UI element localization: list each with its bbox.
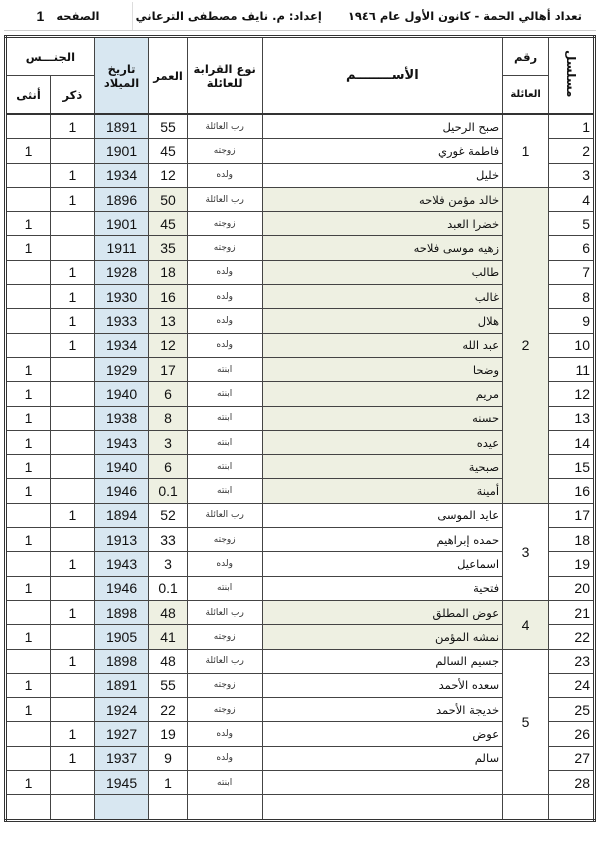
header-female: أنثى bbox=[6, 76, 51, 115]
serial-cell: 7 bbox=[549, 260, 595, 284]
age-cell: 3 bbox=[149, 552, 187, 576]
name-cell: سالم bbox=[262, 746, 503, 770]
female-cell bbox=[6, 503, 51, 527]
age-cell: 0.1 bbox=[149, 479, 187, 503]
age-cell: 6 bbox=[149, 455, 187, 479]
empty-cell bbox=[50, 795, 94, 820]
relation-cell: رب العائلة bbox=[187, 649, 262, 673]
age-cell: 52 bbox=[149, 503, 187, 527]
female-cell: 1 bbox=[6, 212, 51, 236]
age-cell: 18 bbox=[149, 260, 187, 284]
name-cell: طالب bbox=[262, 260, 503, 284]
serial-cell: 15 bbox=[549, 455, 595, 479]
family-number-cell: 4 bbox=[503, 600, 549, 649]
name-cell: خضرا العبد bbox=[262, 212, 503, 236]
empty-cell bbox=[94, 795, 149, 820]
female-cell bbox=[6, 746, 51, 770]
name-cell: فتحية bbox=[262, 576, 503, 600]
serial-cell: 17 bbox=[549, 503, 595, 527]
header-relation: نوع القرابة للعائلة bbox=[187, 37, 262, 115]
serial-cell: 12 bbox=[549, 382, 595, 406]
female-cell bbox=[6, 187, 51, 211]
name-cell: وضحا bbox=[262, 357, 503, 381]
male-cell: 1 bbox=[50, 649, 94, 673]
female-cell: 1 bbox=[6, 406, 51, 430]
male-cell: 1 bbox=[50, 285, 94, 309]
name-cell: عيده bbox=[262, 430, 503, 454]
male-cell bbox=[50, 625, 94, 649]
birth-year-cell: 1928 bbox=[94, 260, 149, 284]
name-cell: خديجة الأحمد bbox=[262, 698, 503, 722]
age-cell: 45 bbox=[149, 139, 187, 163]
female-cell bbox=[6, 649, 51, 673]
serial-cell: 10 bbox=[549, 333, 595, 357]
age-cell: 12 bbox=[149, 163, 187, 187]
serial-cell: 21 bbox=[549, 600, 595, 624]
male-cell: 1 bbox=[50, 163, 94, 187]
female-cell: 1 bbox=[6, 382, 51, 406]
birth-year-cell: 1905 bbox=[94, 625, 149, 649]
page-label: الصفحه bbox=[56, 9, 100, 23]
birth-year-cell: 1913 bbox=[94, 528, 149, 552]
male-cell bbox=[50, 455, 94, 479]
name-cell: عوض bbox=[262, 722, 503, 746]
male-cell bbox=[50, 576, 94, 600]
birth-year-cell: 1896 bbox=[94, 187, 149, 211]
serial-cell: 18 bbox=[549, 528, 595, 552]
header-sex: الجنـــس bbox=[6, 37, 95, 76]
age-cell: 3 bbox=[149, 430, 187, 454]
serial-cell: 11 bbox=[549, 357, 595, 381]
male-cell: 1 bbox=[50, 187, 94, 211]
serial-cell: 28 bbox=[549, 771, 595, 795]
male-cell bbox=[50, 771, 94, 795]
name-cell: أمينة bbox=[262, 479, 503, 503]
birth-year-cell: 1911 bbox=[94, 236, 149, 260]
female-cell: 1 bbox=[6, 673, 51, 697]
name-cell: نمشه المؤمن bbox=[262, 625, 503, 649]
relation-cell: زوجته bbox=[187, 673, 262, 697]
female-cell: 1 bbox=[6, 528, 51, 552]
name-cell: اسماعيل bbox=[262, 552, 503, 576]
male-cell: 1 bbox=[50, 722, 94, 746]
table-row bbox=[6, 187, 595, 211]
title-text: تعداد أهالي الحمة - كانون الأول عام ١٩٤٦ bbox=[347, 9, 582, 23]
serial-cell: 24 bbox=[549, 673, 595, 697]
birth-year-cell: 1945 bbox=[94, 771, 149, 795]
serial-cell: 16 bbox=[549, 479, 595, 503]
birth-year-cell: 1898 bbox=[94, 600, 149, 624]
serial-cell: 25 bbox=[549, 698, 595, 722]
census-table bbox=[4, 35, 596, 822]
name-cell: سعده الأحمد bbox=[262, 673, 503, 697]
serial-cell: 5 bbox=[549, 212, 595, 236]
header-serial: مسلسل bbox=[549, 37, 595, 115]
name-cell: صبحية bbox=[262, 455, 503, 479]
birth-year-cell: 1938 bbox=[94, 406, 149, 430]
male-cell: 1 bbox=[50, 260, 94, 284]
age-cell: 16 bbox=[149, 285, 187, 309]
relation-cell: ولده bbox=[187, 260, 262, 284]
family-number-cell: 3 bbox=[503, 503, 549, 600]
name-cell bbox=[262, 771, 503, 795]
female-cell: 1 bbox=[6, 479, 51, 503]
relation-cell: زوجته bbox=[187, 698, 262, 722]
name-cell: عوض المطلق bbox=[262, 600, 503, 624]
empty-cell bbox=[149, 795, 187, 820]
serial-cell: 19 bbox=[549, 552, 595, 576]
age-cell: 6 bbox=[149, 382, 187, 406]
relation-cell: ابنته bbox=[187, 455, 262, 479]
birth-year-cell: 1898 bbox=[94, 649, 149, 673]
relation-cell: ولده bbox=[187, 552, 262, 576]
serial-cell: 13 bbox=[549, 406, 595, 430]
empty-cell bbox=[262, 795, 503, 820]
author-text: إعداد: م. نايف مصطفى الترعاني bbox=[135, 9, 322, 23]
female-cell bbox=[6, 552, 51, 576]
table-row bbox=[6, 114, 595, 139]
serial-cell: 8 bbox=[549, 285, 595, 309]
female-cell: 1 bbox=[6, 771, 51, 795]
table-row bbox=[6, 600, 595, 624]
male-cell bbox=[50, 139, 94, 163]
male-cell bbox=[50, 406, 94, 430]
relation-cell: رب العائلة bbox=[187, 600, 262, 624]
age-cell: 55 bbox=[149, 114, 187, 139]
male-cell bbox=[50, 673, 94, 697]
relation-cell: زوجته bbox=[187, 236, 262, 260]
age-cell: 33 bbox=[149, 528, 187, 552]
serial-cell: 9 bbox=[549, 309, 595, 333]
female-cell: 1 bbox=[6, 625, 51, 649]
female-cell: 1 bbox=[6, 576, 51, 600]
relation-cell: رب العائلة bbox=[187, 114, 262, 139]
age-cell: 19 bbox=[149, 722, 187, 746]
empty-cell bbox=[6, 795, 51, 820]
female-cell: 1 bbox=[6, 430, 51, 454]
female-cell: 1 bbox=[6, 236, 51, 260]
female-cell bbox=[6, 114, 51, 139]
header-family-top: رقم bbox=[503, 37, 549, 76]
relation-cell: ولده bbox=[187, 309, 262, 333]
name-cell: حمده إبراهيم bbox=[262, 528, 503, 552]
serial-cell: 23 bbox=[549, 649, 595, 673]
relation-cell: ولده bbox=[187, 746, 262, 770]
table-row bbox=[6, 503, 595, 527]
birth-year-cell: 1934 bbox=[94, 333, 149, 357]
name-cell: زهيه موسى فلاحه bbox=[262, 236, 503, 260]
male-cell bbox=[50, 382, 94, 406]
female-cell: 1 bbox=[6, 139, 51, 163]
family-number-cell: 1 bbox=[503, 114, 549, 187]
male-cell bbox=[50, 528, 94, 552]
female-cell: 1 bbox=[6, 698, 51, 722]
family-number-cell: 5 bbox=[503, 649, 549, 795]
age-cell: 41 bbox=[149, 625, 187, 649]
serial-cell: 6 bbox=[549, 236, 595, 260]
birth-year-cell: 1901 bbox=[94, 212, 149, 236]
name-cell: غالب bbox=[262, 285, 503, 309]
census-title bbox=[132, 2, 596, 30]
page-number: 1 bbox=[36, 8, 45, 24]
female-cell bbox=[6, 260, 51, 284]
relation-cell: زوجته bbox=[187, 528, 262, 552]
birth-year-cell: 1927 bbox=[94, 722, 149, 746]
age-cell: 0.1 bbox=[149, 576, 187, 600]
relation-cell: زوجته bbox=[187, 212, 262, 236]
relation-cell: ولده bbox=[187, 333, 262, 357]
relation-cell: ابنته bbox=[187, 406, 262, 430]
male-cell: 1 bbox=[50, 333, 94, 357]
age-cell: 22 bbox=[149, 698, 187, 722]
female-cell bbox=[6, 600, 51, 624]
name-cell: فاطمة غوري bbox=[262, 139, 503, 163]
name-cell: خالد مؤمن فلاحه bbox=[262, 187, 503, 211]
age-cell: 55 bbox=[149, 673, 187, 697]
age-cell: 17 bbox=[149, 357, 187, 381]
age-cell: 13 bbox=[149, 309, 187, 333]
male-cell: 1 bbox=[50, 746, 94, 770]
birth-year-cell: 1929 bbox=[94, 357, 149, 381]
header-male: ذكر bbox=[50, 76, 94, 115]
male-cell bbox=[50, 236, 94, 260]
relation-cell: ولده bbox=[187, 285, 262, 309]
birth-year-cell: 1901 bbox=[94, 139, 149, 163]
serial-cell: 3 bbox=[549, 163, 595, 187]
male-cell bbox=[50, 479, 94, 503]
age-cell: 12 bbox=[149, 333, 187, 357]
male-cell bbox=[50, 698, 94, 722]
age-cell: 45 bbox=[149, 212, 187, 236]
birth-year-cell: 1940 bbox=[94, 382, 149, 406]
family-number-cell: 2 bbox=[503, 187, 549, 503]
name-cell: عايد الموسى bbox=[262, 503, 503, 527]
birth-year-cell: 1934 bbox=[94, 163, 149, 187]
male-cell: 1 bbox=[50, 309, 94, 333]
birth-year-cell: 1937 bbox=[94, 746, 149, 770]
empty-cell bbox=[549, 795, 595, 820]
female-cell: 1 bbox=[6, 455, 51, 479]
document-header bbox=[4, 2, 596, 31]
name-cell: عبد الله bbox=[262, 333, 503, 357]
female-cell bbox=[6, 333, 51, 357]
serial-cell: 20 bbox=[549, 576, 595, 600]
header-name: الأســــــــم bbox=[262, 37, 503, 115]
birth-year-cell: 1933 bbox=[94, 309, 149, 333]
birth-year-cell: 1946 bbox=[94, 576, 149, 600]
male-cell: 1 bbox=[50, 503, 94, 527]
birth-year-cell: 1940 bbox=[94, 455, 149, 479]
male-cell bbox=[50, 430, 94, 454]
name-cell: جسيم السالم bbox=[262, 649, 503, 673]
serial-cell: 22 bbox=[549, 625, 595, 649]
female-cell: 1 bbox=[6, 357, 51, 381]
birth-year-cell: 1930 bbox=[94, 285, 149, 309]
name-cell: خليل bbox=[262, 163, 503, 187]
age-cell: 35 bbox=[149, 236, 187, 260]
name-cell: حسنه bbox=[262, 406, 503, 430]
table-row bbox=[6, 649, 595, 673]
empty-row bbox=[6, 795, 595, 820]
relation-cell: رب العائلة bbox=[187, 503, 262, 527]
birth-year-cell: 1943 bbox=[94, 552, 149, 576]
birth-year-cell: 1894 bbox=[94, 503, 149, 527]
serial-cell: 4 bbox=[549, 187, 595, 211]
relation-cell: ولده bbox=[187, 722, 262, 746]
male-cell: 1 bbox=[50, 552, 94, 576]
relation-cell: زوجته bbox=[187, 139, 262, 163]
relation-cell: ولده bbox=[187, 163, 262, 187]
relation-cell: ابنته bbox=[187, 430, 262, 454]
birth-year-cell: 1924 bbox=[94, 698, 149, 722]
birth-year-cell: 1891 bbox=[94, 114, 149, 139]
birth-year-cell: 1943 bbox=[94, 430, 149, 454]
header-age: العمر bbox=[149, 37, 187, 115]
serial-cell: 27 bbox=[549, 746, 595, 770]
relation-cell: رب العائلة bbox=[187, 187, 262, 211]
female-cell bbox=[6, 285, 51, 309]
age-cell: 50 bbox=[149, 187, 187, 211]
relation-cell: ابنته bbox=[187, 771, 262, 795]
female-cell bbox=[6, 309, 51, 333]
header-birth: تاريخ الميلاد bbox=[94, 37, 149, 115]
relation-cell: زوجته bbox=[187, 625, 262, 649]
age-cell: 1 bbox=[149, 771, 187, 795]
name-cell: هلال bbox=[262, 309, 503, 333]
male-cell: 1 bbox=[50, 114, 94, 139]
age-cell: 48 bbox=[149, 600, 187, 624]
header-family-bottom: العائلة bbox=[503, 76, 549, 115]
age-cell: 8 bbox=[149, 406, 187, 430]
age-cell: 9 bbox=[149, 746, 187, 770]
name-cell: صبح الرحيل bbox=[262, 114, 503, 139]
birth-year-cell: 1946 bbox=[94, 479, 149, 503]
relation-cell: ابنته bbox=[187, 479, 262, 503]
female-cell bbox=[6, 722, 51, 746]
serial-cell: 14 bbox=[549, 430, 595, 454]
male-cell: 1 bbox=[50, 600, 94, 624]
relation-cell: ابنته bbox=[187, 357, 262, 381]
serial-cell: 1 bbox=[549, 114, 595, 139]
name-cell: مريم bbox=[262, 382, 503, 406]
male-cell bbox=[50, 357, 94, 381]
serial-cell: 26 bbox=[549, 722, 595, 746]
empty-cell bbox=[503, 795, 549, 820]
relation-cell: ابنته bbox=[187, 382, 262, 406]
male-cell bbox=[50, 212, 94, 236]
relation-cell: ابنته bbox=[187, 576, 262, 600]
empty-cell bbox=[187, 795, 262, 820]
page-indicator bbox=[4, 2, 132, 30]
female-cell bbox=[6, 163, 51, 187]
age-cell: 48 bbox=[149, 649, 187, 673]
birth-year-cell: 1891 bbox=[94, 673, 149, 697]
serial-cell: 2 bbox=[549, 139, 595, 163]
